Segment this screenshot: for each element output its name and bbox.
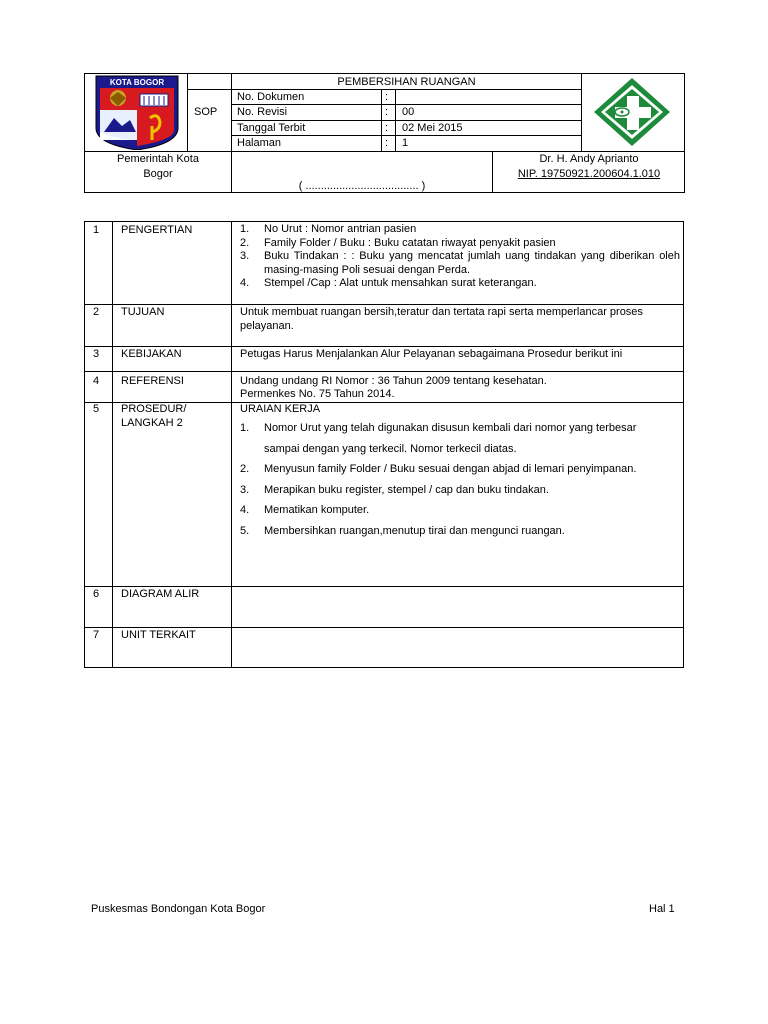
row-label-referensi: REFERENSI xyxy=(121,375,184,387)
pengertian-content xyxy=(240,223,680,291)
doc-row-colon: : xyxy=(385,91,389,103)
doc-row-label: No. Revisi xyxy=(237,106,288,118)
row-number: 3 xyxy=(93,348,100,360)
list-item: 4. Stempel /Cap : Alat untuk mensahkan surat keterangan. xyxy=(240,277,537,289)
footer-page-number: Hal 1 xyxy=(649,903,675,915)
doc-row-colon: : xyxy=(385,106,389,118)
list-item: 2. Family Folder / Buku : Buku catatan riwayat penyakit pasien xyxy=(240,236,556,249)
doc-row-value: 02 Mei 2015 xyxy=(402,122,463,134)
document-title: PEMBERSIHAN RUANGAN xyxy=(337,76,476,88)
row-number: 1 xyxy=(93,224,100,236)
list-item: 2. Menyusun family Folder / Buku sesuai dengan abjad di lemari penyimpanan. xyxy=(240,463,637,475)
signer-name: Dr. H. Andy Aprianto xyxy=(539,153,639,165)
row-label-pengertian: PENGERTIAN xyxy=(121,224,193,236)
row-number: 6 xyxy=(93,588,100,600)
kebijakan-content: Petugas Harus Menjalankan Alur Pelayanan sebagaimana Prosedur berikut ini xyxy=(240,348,623,360)
doc-row-value: 00 xyxy=(402,106,415,118)
doc-row-colon: : xyxy=(385,137,389,149)
prosedur-content xyxy=(240,418,660,541)
doc-row-label: No. Dokumen xyxy=(237,91,305,103)
list-item: 1. Nomor Urut yang telah digunakan disusun kembali dari nomor yang terbesar sampai dengan yang terkecil. Nomor terkecil diatas. xyxy=(240,422,637,455)
row-label-unit-terkait: UNIT TERKAIT xyxy=(121,629,196,641)
row-number: 5 xyxy=(93,403,100,415)
doc-row-label: Halaman xyxy=(237,137,282,149)
doc-row-value: 1 xyxy=(402,137,409,149)
row-label-diagram-alir: DIAGRAM ALIR xyxy=(121,588,200,600)
list-item: 1. No Urut : Nomor antrian pasien xyxy=(240,223,417,235)
list-item: 3. Merapikan buku register, stempel / cap dan buku tindakan. xyxy=(240,483,549,496)
kota-bogor-logo xyxy=(92,74,182,150)
footer-organization: Puskesmas Bondongan Kota Bogor xyxy=(91,903,266,915)
row-number: 4 xyxy=(93,375,100,387)
row-label-prosedur: PROSEDUR/ xyxy=(121,403,187,415)
puskesmas-logo xyxy=(592,76,672,148)
header-table xyxy=(84,73,685,193)
row-label-tujuan: TUJUAN xyxy=(121,306,165,318)
referensi-line-1: Undang undang RI Nomor : 36 Tahun 2009 tentang kesehatan. xyxy=(240,375,547,387)
signature-placeholder: ( ..................................... ) xyxy=(298,180,426,192)
list-item: 3. Buku Tindakan : : Buku yang mencatat jumlah uang tindakan yang diberikan oleh masing-masing Poli sesuai dengan Perda. xyxy=(240,250,680,276)
list-item: 4. Mematikan komputer. xyxy=(240,504,370,516)
row-label-kebijakan: KEBIJAKAN xyxy=(121,348,182,360)
list-item: 5. Membersihkan ruangan,menutup tirai dan mengunci ruangan. xyxy=(240,524,565,537)
doc-row-label: Tanggal Terbit xyxy=(237,122,306,134)
row-number: 7 xyxy=(93,629,100,641)
uraian-kerja-heading: URAIAN KERJA xyxy=(240,403,321,415)
row-label-langkah: LANGKAH 2 xyxy=(121,417,183,429)
organization-line-2: Bogor xyxy=(143,168,173,180)
sop-content-table xyxy=(84,221,684,668)
doc-row-colon: : xyxy=(385,122,389,134)
signer-nip: NIP. 19750921.200604.1.010 xyxy=(517,168,661,180)
referensi-line-2: Permenkes No. 75 Tahun 2014. xyxy=(240,388,395,400)
tujuan-content: Untuk membuat ruangan bersih,teratur dan tertata rapi serta memperlancar proses pelayanan. xyxy=(240,306,643,332)
sop-label: SOP xyxy=(194,106,218,118)
row-number: 2 xyxy=(93,306,100,318)
logo-text: KOTA BOGOR xyxy=(109,78,165,87)
organization-line-1: Pemerintah Kota xyxy=(117,153,199,165)
